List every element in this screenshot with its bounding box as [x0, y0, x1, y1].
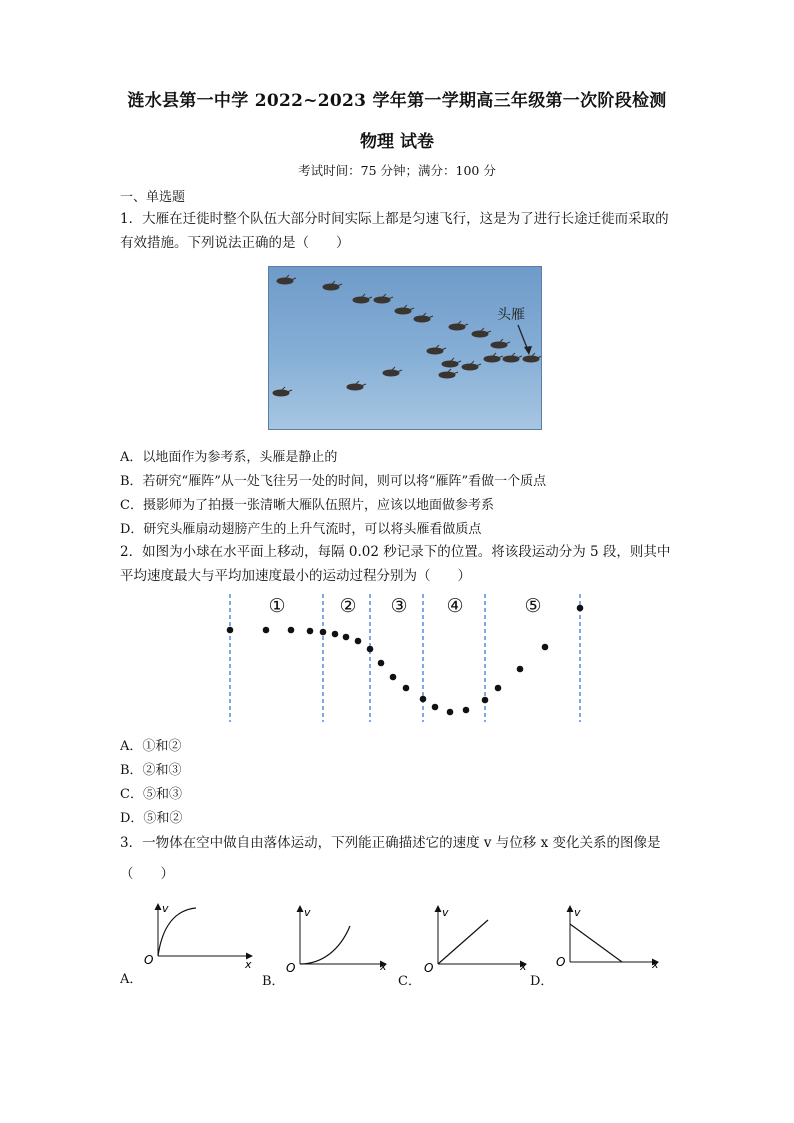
graph-b[interactable]	[282, 900, 392, 978]
q2-option-b[interactable]: B．②和③	[120, 763, 182, 778]
ball-dot	[263, 627, 270, 634]
ball-dot	[288, 627, 295, 634]
ball-dot	[227, 627, 234, 634]
ball-dot	[355, 638, 362, 645]
q1-option-b[interactable]: B．若研究“雁阵”从一处飞往另一处的时间，则可以将“雁阵”看做一个质点	[120, 474, 547, 489]
origin-label: O	[286, 961, 296, 975]
exam-title: 涟水县第一中学 2022~2023 学年第一学期高三年级第一次阶段检测	[127, 91, 667, 111]
ball-dot	[463, 707, 470, 714]
ball-dot	[378, 660, 385, 667]
segment-label-4: ④	[446, 595, 464, 617]
ball-dot	[517, 666, 524, 673]
ball-dot	[403, 685, 410, 692]
segment-label-2: ②	[339, 595, 357, 617]
ball-dot	[367, 646, 374, 653]
ball-dot	[390, 674, 397, 681]
q1-stem-line1: 1．大雁在迁徙时整个队伍大部分时间实际上都是匀速飞行，这是为了进行长途迁徙而采取的	[120, 211, 669, 227]
q3-stem: 3．一物体在空中做自由落体运动，下列能正确描述它的速度 v 与位移 x 变化关系的图像是	[120, 835, 661, 851]
q1-option-a[interactable]: A．以地面作为参考系，头雁是静止的	[120, 450, 338, 465]
axis-x-label: x	[520, 960, 527, 973]
graph-a[interactable]	[140, 898, 260, 976]
ball-dot	[420, 696, 427, 703]
axis-x-label: x	[245, 958, 252, 971]
graph-c-line	[438, 920, 488, 964]
origin-label: O	[556, 955, 566, 969]
q2-stem-line2: 平均速度最大与平均加速度最小的运动过程分别为（ ）	[120, 568, 471, 584]
section-title: 一、单选题	[120, 190, 186, 205]
q3-option-a-label[interactable]: A．	[120, 972, 143, 987]
graph-d-line	[570, 924, 622, 962]
q3-option-b-label[interactable]: B．	[262, 974, 285, 989]
graph-a-curve	[158, 908, 196, 956]
lead-goose-label: 头雁	[497, 307, 525, 323]
axis-v-label: v	[574, 906, 581, 919]
segment-label-1: ①	[268, 595, 286, 617]
graph-c[interactable]	[420, 900, 532, 978]
ball-dot	[447, 709, 454, 716]
graph-d[interactable]	[552, 900, 664, 976]
origin-label: O	[144, 953, 154, 967]
q2-stem-line1: 2．如图为小球在水平面上移动，每隔 0.02 秒记录下的位置。将该段运动分为 5 段，则其中	[120, 544, 671, 560]
ball-dot	[482, 697, 489, 704]
segment-label-3: ③	[390, 595, 408, 617]
graph-b-curve	[300, 926, 350, 964]
q1-option-c[interactable]: C．摄影师为了拍摄一张清晰大雁队伍照片，应该以地面做参考系	[120, 498, 494, 513]
q2-option-a[interactable]: A．①和②	[120, 739, 182, 754]
axis-x-label: x	[380, 960, 387, 973]
axis-v-label: v	[162, 902, 169, 915]
ball-dot	[343, 634, 350, 641]
ball-dot	[495, 685, 502, 692]
exam-info: 考试时间：75 分钟；满分：100 分	[298, 163, 496, 178]
ball-dot	[320, 629, 327, 636]
ball-dot	[432, 704, 439, 711]
q3-option-d-label[interactable]: D．	[530, 974, 554, 989]
segment-label-5: ⑤	[524, 595, 542, 617]
ball-dot	[307, 628, 314, 635]
geese-drawing	[269, 267, 541, 429]
q1-stem-line2: 有效措施。下列说法正确的是（ ）	[120, 235, 350, 251]
ball-motion-diagram	[215, 590, 595, 725]
ball-dot	[542, 644, 549, 651]
ball-dot	[332, 631, 339, 638]
axis-v-label: v	[304, 906, 311, 919]
q1-option-d[interactable]: D．研究头雁扇动翅膀产生的上升气流时，可以将头雁看做质点	[120, 522, 482, 537]
q2-option-d[interactable]: D．⑤和②	[120, 811, 183, 826]
q3-paren: （ ）	[120, 866, 174, 882]
q3-option-c-label[interactable]: C．	[398, 974, 421, 989]
q2-option-c[interactable]: C．⑤和③	[120, 787, 182, 802]
origin-label: O	[424, 961, 434, 975]
ball-dot	[577, 605, 584, 612]
axis-v-label: v	[442, 906, 449, 919]
axis-x-label: x	[652, 958, 659, 971]
geese-photo	[268, 266, 542, 430]
subject-title: 物理 试卷	[360, 132, 434, 152]
